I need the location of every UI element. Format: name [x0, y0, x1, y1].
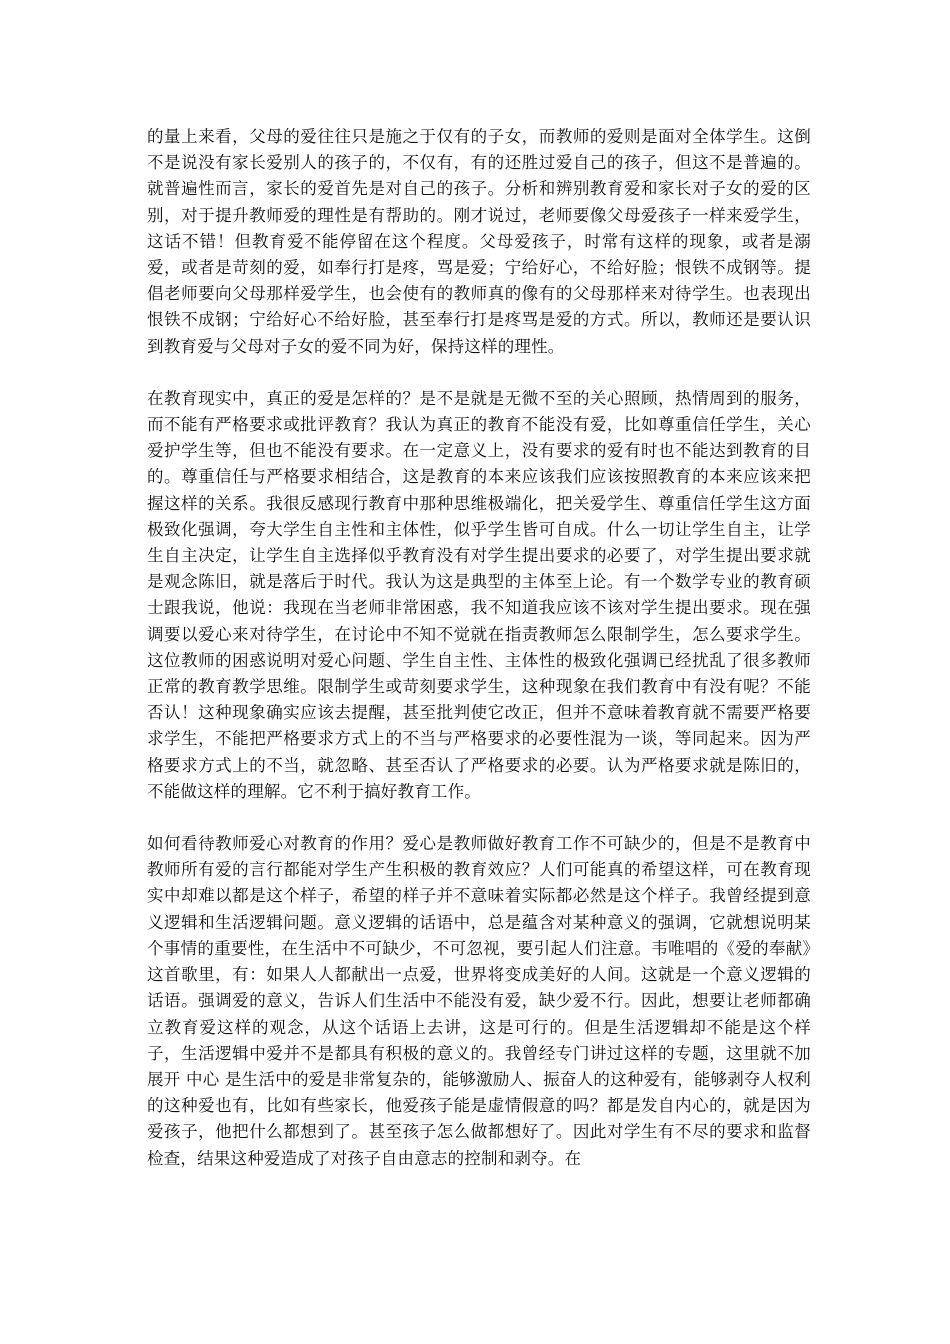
- paragraph-2: 在教育现实中，真正的爱是怎样的？是不是就是无微不至的关心照顾，热情周到的服务，而不能有严格要求或批评教育？我认为真正的教育不能没有爱，比如尊重信任学生，关心爱护学生等，但也不能没有要求。在一定意义上，没有要求的爱有时也不能达到教育的目的。尊重信任与严格要求相结合，这是教育的本来应该我们应该按照教育的本来应该来把握这样的关系。我很反感现行教育中那种思维极端化，把关爱学生、尊重信任学生这方面极致化强调，夸大学生自主性和主体性，似乎学生皆可自成。什么一切让学生自主，让学生自主决定，让学生自主选择似乎教育没有对学生提出要求的必要了，对学生提出要求就是观念陈旧，就是落后于时代。我认为这是典型的主体至上论。有一个数学专业的教育硕士跟我说，他说：我现在当老师非常困惑，我不知道我应该不该对学生提出要求。现在强调要以爱心来对待学生，在讨论中不知不觉就在指责教师怎么限制学生，怎么要求学生。这位教师的困惑说明对爱心问题、学生自主性、主体性的极致化强调已经扰乱了很多教师正常的教育教学思维。限制学生或苛刻要求学生，这种现象在我们教育中有没有呢？不能否认！这种现象确实应该去提醒，甚至批判使它改正，但并不意味着教育就不需要严格要求学生，不能把严格要求方式上的不当与严格要求的必要性混为一谈，等同起来。因为严格要求方式上的不当，就忽略、甚至否认了严格要求的必要。认为严格要求就是陈旧的，不能做这样的理解。它不利于搞好教育工作。: [147, 388, 811, 801]
- paragraph-3: 如何看待教师爱心对教育的作用？爱心是教师做好教育工作不可缺少的，但是不是教育中教师所有爱的言行都能对学生产生积极的教育效应？人们可能真的希望这样，可在教育现实中却难以都是这个样子，希望的样子并不意味着实际都必然是这个样子。我曾经提到意义逻辑和生活逻辑问题。意义逻辑的话语中，总是蕴含对某种意义的强调，它就想说明某个事情的重要性，在生活中不可缺少，不可忽视，要引起人们注意。韦唯唱的《爱的奉献》这首歌里，有：如果人人都献出一点爱，世界将变成美好的人间。这就是一个意义逻辑的话语。强调爱的意义，告诉人们生活中不能没有爱，缺少爱不行。因此，想要让老师都确立教育爱这样的观念，从这个话语上去讲，这是可行的。但是生活逻辑却不能是这个样子，生活逻辑中爱并不是都具有积极的意义的。我曾经专门讲过这样的专题，这里就不加展开 中心 是生活中的爱是非常复杂的，能够激励人、振奋人的这种爱有，能够剥夺人权利的这种爱也有，比如有些家长，他爱孩子能是虚情假意的吗？都是发自内心的，就是因为爱孩子，他把什么都想到了。甚至孩子怎么做都想好了。因此对学生有不尽的要求和监督检查，结果这种爱造成了对孩子自由意志的控制和剥夺。在: [147, 834, 811, 1168]
- paragraph-spacer: [147, 805, 811, 831]
- paragraph-spacer: [147, 360, 811, 386]
- document-body: [147, 124, 811, 1172]
- paragraph-1: 的量上来看，父母的爱往往只是施之于仅有的子女，而教师的爱则是面对全体学生。这倒不是说没有家长爱别人的孩子的，不仅有，有的还胜过爱自己的孩子，但这不是普遍的。就普遍性而言，家长的爱首先是对自己的孩子。分析和辨别教育爱和家长对子女的爱的区别，对于提升教师爱的理性是有帮助的。刚才说过，老师要像父母爱孩子一样来爱学生，这话不错！但教育爱不能停留在这个程度。父母爱孩子，时常有这样的现象，或者是溺爱，或者是苛刻的爱，如奉行打是疼，骂是爱；宁给好心，不给好脸；恨铁不成钢等。提倡老师要向父母那样爱学生，也会使有的教师真的像有的父母那样来对待学生。也表现出恨铁不成钢；宁给好心不给好脸，甚至奉行打是疼骂是爱的方式。所以，教师还是要认识到教育爱与父母对子女的爱不同为好，保持这样的理性。: [147, 127, 811, 356]
